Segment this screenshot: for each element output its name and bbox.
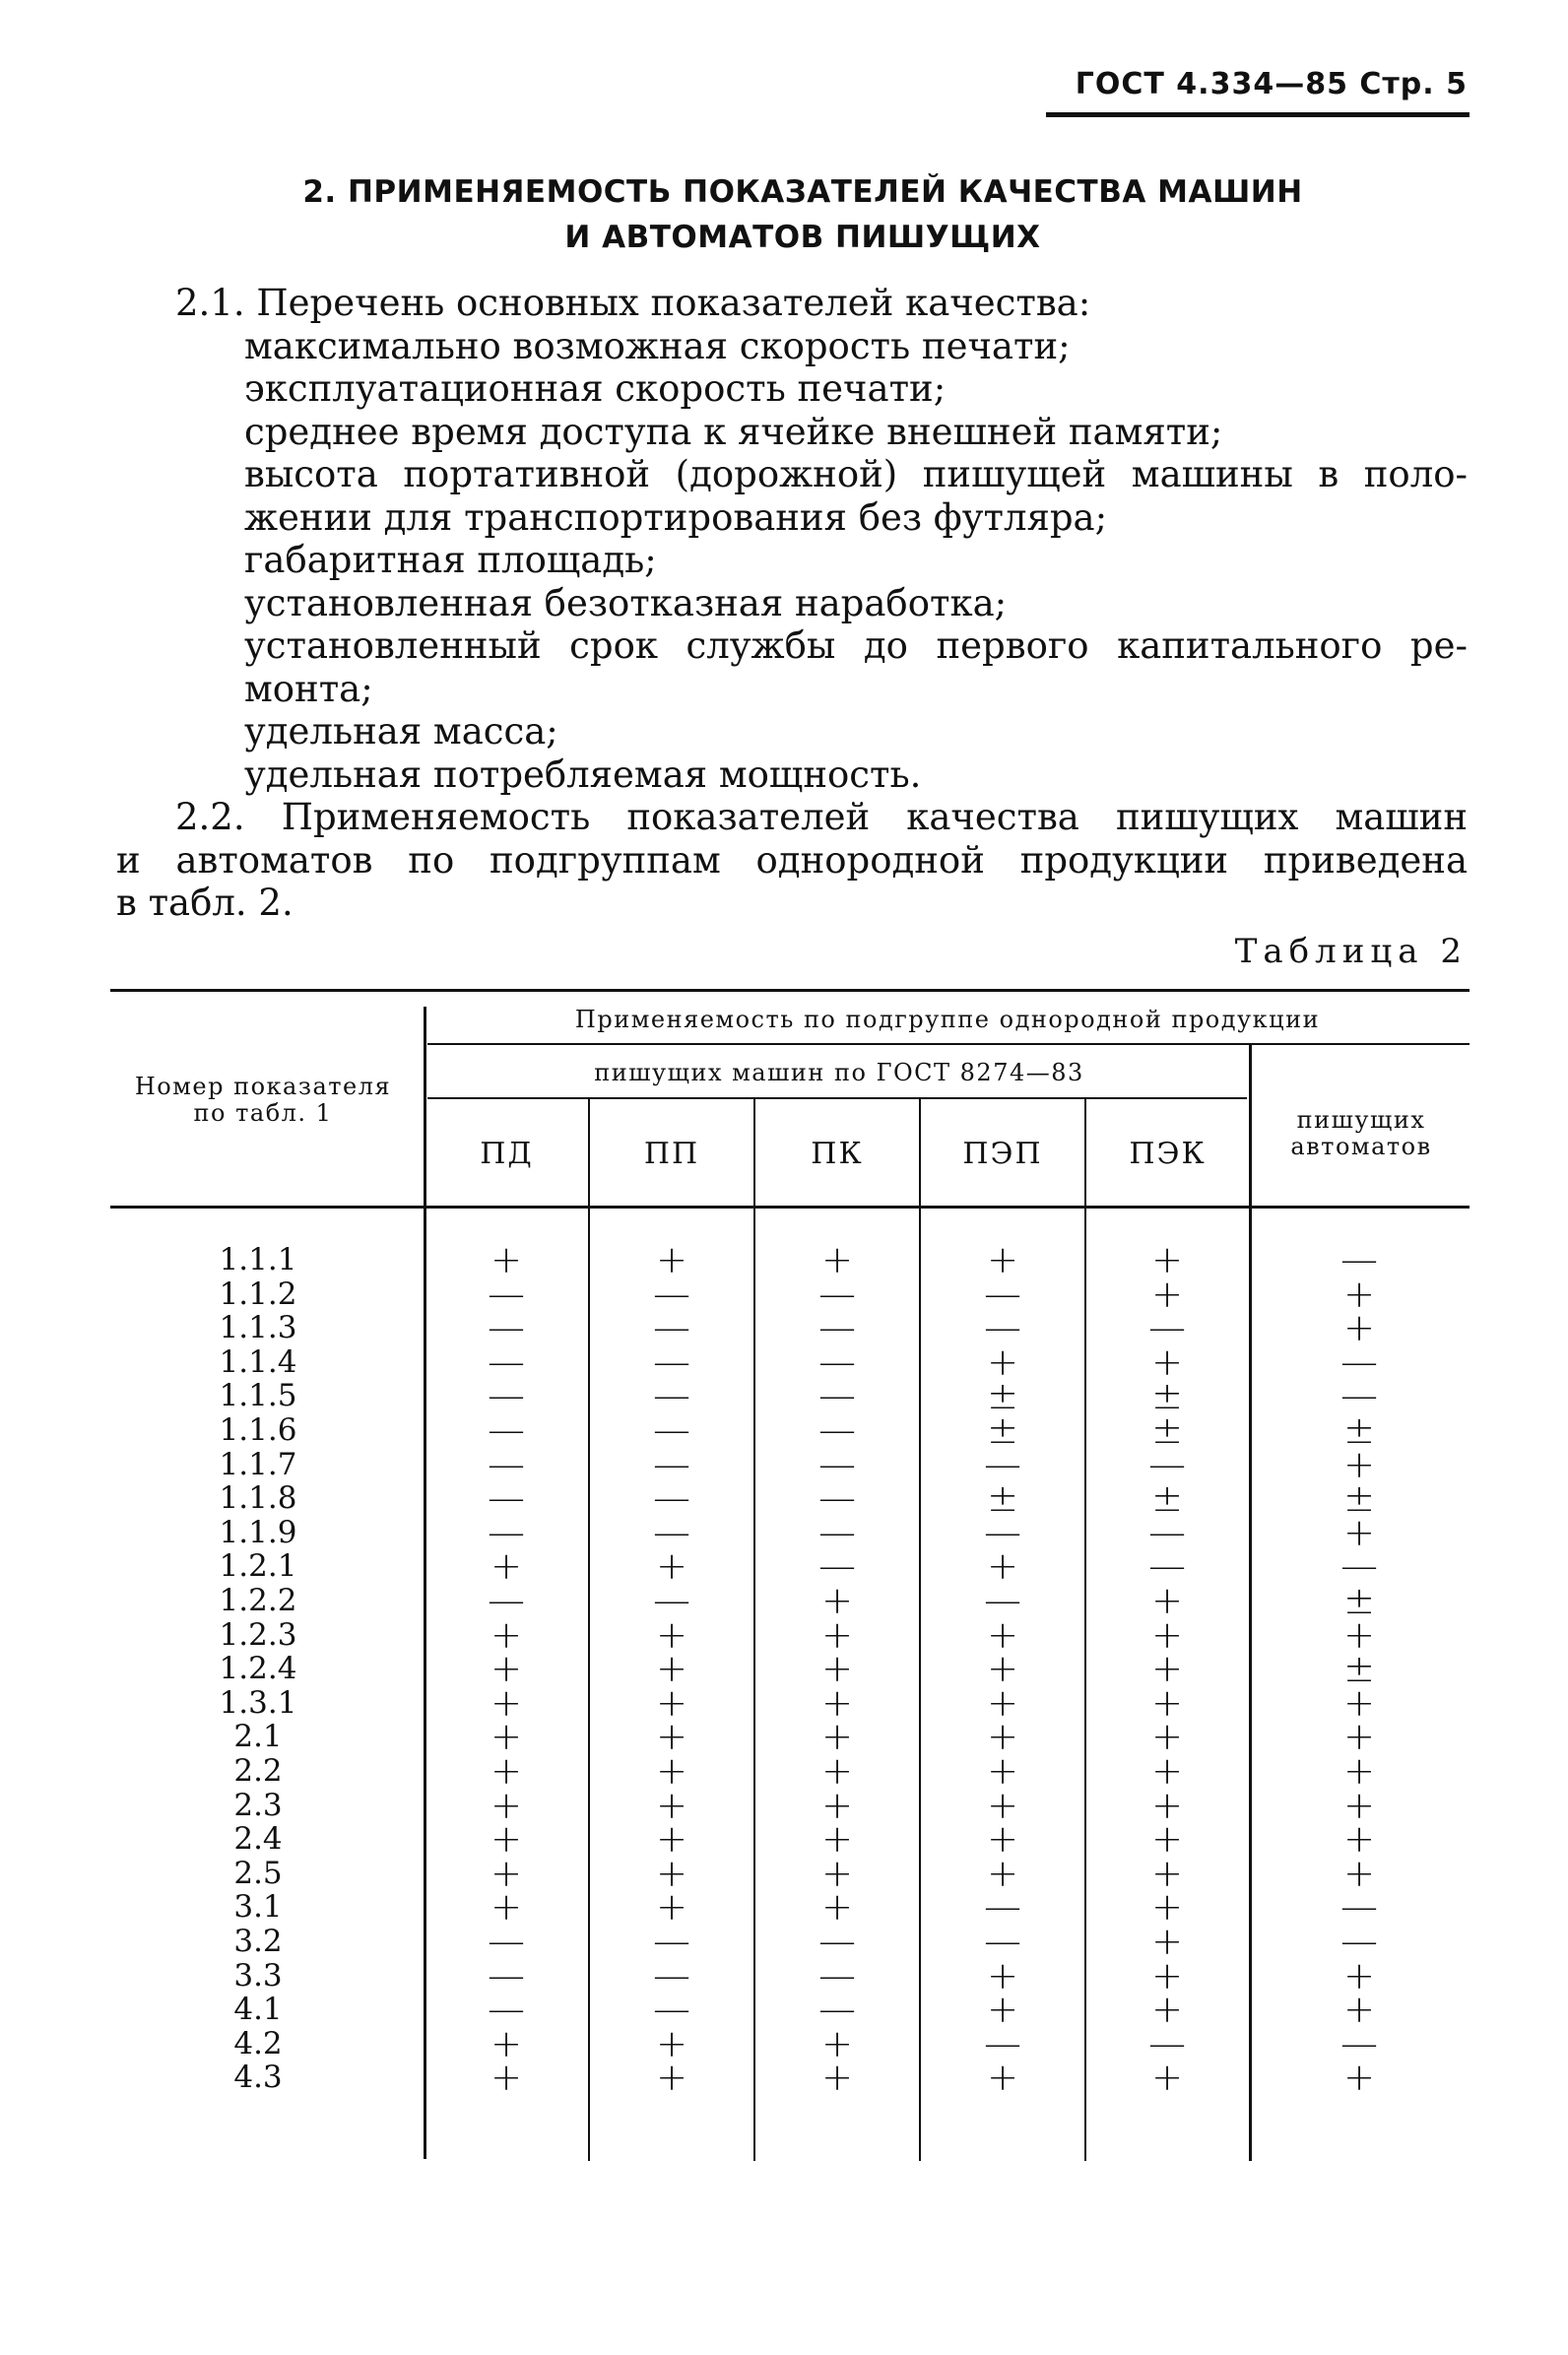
applicability-mark: —: [984, 1306, 1021, 1350]
applicability-mark: —: [984, 1510, 1021, 1554]
applicability-mark: +: [1151, 1885, 1183, 1930]
applicability-mark: +: [1343, 1306, 1375, 1350]
applicability-mark: —: [653, 1340, 690, 1384]
applicability-mark: +: [490, 1885, 522, 1930]
header-applicability: Применяемость по подгруппе однородной продукции: [574, 1006, 1321, 1033]
applicability-mark: +: [1151, 1817, 1183, 1862]
body-text: [116, 282, 1468, 925]
table-row: [110, 2021, 1470, 2065]
row-number: 3.1: [233, 1889, 283, 1926]
applicability-mark: —: [818, 1544, 856, 1589]
row-number: 1.2.2: [219, 1583, 297, 1618]
list-item: эксплуатационная скорость печати;: [244, 367, 947, 410]
table-row: [110, 1374, 1470, 1418]
applicability-mark: +: [1151, 1783, 1183, 1827]
running-head: ГОСТ 4.334—85 Стр. 5: [1075, 67, 1468, 101]
list-item: установленный срок службы до первого капитального ре-: [244, 624, 1468, 667]
section-title: [236, 169, 1369, 260]
table-row: [110, 1749, 1470, 1793]
table-row: [110, 1885, 1470, 1930]
applicability-mark: ±: [987, 1408, 1018, 1452]
applicability-mark: +: [1151, 1749, 1183, 1793]
applicability-mark: +: [1343, 1817, 1375, 1862]
row-number: 1.1.5: [219, 1378, 297, 1414]
applicability-mark: +: [1343, 1988, 1375, 2032]
para-2-2-line-3: в табл. 2.: [116, 882, 294, 924]
subgroup-pk: ПК: [811, 1137, 864, 1171]
applicability-mark: +: [490, 1783, 522, 1827]
list-item: максимально возможная скорость печати;: [244, 324, 1071, 367]
table-top-rule: [110, 989, 1470, 992]
applicability-mark: +: [987, 1953, 1018, 1997]
applicability-mark: +: [1343, 1749, 1375, 1793]
para-2-2-line-1: 2.2. Применяемость показателей качества пишущих машин: [175, 796, 1468, 838]
applicability-mark: —: [488, 1306, 525, 1350]
applicability-mark: —: [984, 1442, 1021, 1486]
applicability-mark: +: [1343, 1612, 1375, 1657]
applicability-mark: —: [1148, 1510, 1186, 1554]
list-item: габаритная площадь;: [244, 539, 657, 581]
applicability-mark: +: [987, 1851, 1018, 1895]
applicability-mark: —: [818, 1510, 856, 1554]
applicability-mark: +: [987, 1680, 1018, 1725]
applicability-mark: —: [653, 1374, 690, 1418]
applicability-mark: +: [490, 1715, 522, 1759]
applicability-mark: +: [1151, 1238, 1183, 1281]
table-row: [110, 1612, 1470, 1657]
table-row: [110, 1988, 1470, 2032]
applicability-mark: —: [1148, 1544, 1186, 1589]
applicability-mark: +: [821, 1885, 853, 1930]
applicability-mark: —: [1340, 1238, 1378, 1281]
applicability-mark: +: [987, 1988, 1018, 2032]
applicability-mark: —: [488, 1272, 525, 1316]
table-row: [110, 1851, 1470, 1895]
row-number: 1.1.3: [219, 1310, 297, 1346]
applicability-mark: +: [656, 1647, 687, 1691]
applicability-mark: +: [490, 1238, 522, 1281]
row-number: 4.3: [233, 2060, 283, 2096]
applicability-mark: +: [1151, 1647, 1183, 1691]
row-number: 1.1.1: [219, 1242, 297, 1277]
applicability-mark: +: [656, 1749, 687, 1793]
applicability-mark: —: [818, 1442, 856, 1486]
table-row: [110, 1340, 1470, 1384]
table-row: [110, 1306, 1470, 1350]
row-number: 1.2.1: [219, 1548, 297, 1585]
applicability-mark: +: [821, 1851, 853, 1895]
applicability-mark: —: [653, 1272, 690, 1316]
applicability-mark: +: [1151, 1579, 1183, 1622]
applicability-mark: —: [1340, 1340, 1378, 1384]
row-number: 1.1.8: [219, 1480, 297, 1517]
applicability-mark: +: [490, 1851, 522, 1895]
applicability-mark: —: [488, 1408, 525, 1452]
applicability-mark: +: [1343, 1442, 1375, 1486]
header-automats: пишущих автоматов: [1290, 1106, 1432, 1160]
applicability-mark: —: [488, 1476, 525, 1521]
section-title-line-1: 2. ПРИМЕНЯЕМОСТЬ ПОКАЗАТЕЛЕЙ КАЧЕСТВА МАШИН: [302, 174, 1303, 210]
applicability-mark: +: [987, 1783, 1018, 1827]
applicability-mark: +: [656, 1612, 687, 1657]
row-number: 1.1.2: [219, 1276, 297, 1312]
row-number: 1.1.7: [219, 1446, 297, 1482]
applicability-mark: —: [984, 2021, 1021, 2065]
applicability-mark: —: [818, 1953, 856, 1997]
list-item: среднее время доступа к ячейке внешней памяти;: [244, 410, 1223, 453]
applicability-table: [110, 989, 1470, 2161]
applicability-mark: +: [1151, 1715, 1183, 1759]
header-machines: пишущих машин по ГОСТ 8274—83: [594, 1059, 1084, 1086]
row-number: 2.2: [233, 1753, 283, 1789]
applicability-mark: ±: [1151, 1476, 1183, 1521]
header-bottom-rule: [110, 1206, 1470, 1209]
applicability-mark: +: [821, 1579, 853, 1622]
applicability-mark: +: [821, 1817, 853, 1862]
applicability-mark: +: [656, 1680, 687, 1725]
applicability-mark: +: [1151, 1988, 1183, 2032]
applicability-mark: +: [1343, 1715, 1375, 1759]
header-number-col: Номер показателя по табл. 1: [134, 1073, 392, 1127]
applicability-mark: +: [490, 1749, 522, 1793]
row-number: 4.1: [233, 1992, 283, 2028]
applicability-mark: +: [821, 1783, 853, 1827]
applicability-mark: —: [653, 1306, 690, 1350]
list-item: высота портативной (дорожной) пишущей машины в поло-: [244, 453, 1468, 495]
row-number: 1.2.4: [219, 1651, 297, 1687]
table-row: [110, 1953, 1470, 1997]
table-row: [110, 1442, 1470, 1486]
applicability-mark: —: [1340, 1374, 1378, 1418]
applicability-mark: +: [821, 1715, 853, 1759]
header-rule-applicability: [427, 1043, 1470, 1045]
applicability-mark: —: [1340, 1885, 1378, 1930]
running-head-rule: [1046, 112, 1470, 117]
applicability-mark: +: [821, 1238, 853, 1281]
applicability-mark: —: [1148, 1306, 1186, 1350]
applicability-mark: +: [490, 1647, 522, 1691]
subgroup-pd: ПД: [480, 1137, 534, 1171]
applicability-mark: —: [818, 1272, 856, 1316]
applicability-mark: —: [984, 1272, 1021, 1316]
table-row: [110, 1272, 1470, 1316]
applicability-mark: —: [818, 1340, 856, 1384]
row-number: 4.2: [233, 2025, 283, 2061]
applicability-mark: +: [1343, 2056, 1375, 2100]
applicability-mark: ±: [1343, 1408, 1375, 1452]
applicability-mark: +: [490, 2056, 522, 2100]
applicability-mark: +: [987, 1612, 1018, 1657]
table-row: [110, 1647, 1470, 1691]
applicability-mark: ±: [987, 1374, 1018, 1418]
applicability-mark: —: [818, 1306, 856, 1350]
para-2-2-line-2: и автоматов по подгруппам однородной продукции приведена: [116, 838, 1468, 882]
applicability-mark: +: [1151, 2056, 1183, 2100]
table-row: [110, 2056, 1470, 2100]
header-rule-machines: [427, 1097, 1247, 1099]
list-item: монта;: [244, 667, 373, 710]
applicability-mark: +: [656, 1544, 687, 1589]
applicability-mark: +: [1151, 1340, 1183, 1384]
subgroup-pp: ПП: [643, 1137, 700, 1171]
list-item: установленная безотказная наработка;: [244, 581, 1008, 624]
applicability-mark: ±: [1151, 1408, 1183, 1452]
list-item: жении для транспортирования без футляра;: [244, 495, 1108, 539]
table-row: [110, 1238, 1470, 1281]
applicability-mark: +: [1343, 1953, 1375, 1997]
applicability-mark: +: [987, 1340, 1018, 1384]
applicability-mark: +: [987, 1749, 1018, 1793]
table-row: [110, 1544, 1470, 1589]
applicability-mark: +: [656, 2056, 687, 2100]
row-number: 2.3: [233, 1787, 283, 1823]
applicability-mark: —: [1340, 2021, 1378, 2065]
table-row: [110, 1476, 1470, 1521]
applicability-mark: —: [818, 1920, 856, 1963]
applicability-mark: +: [987, 1544, 1018, 1589]
applicability-mark: +: [1343, 1783, 1375, 1827]
applicability-mark: —: [488, 1340, 525, 1384]
row-number: 1.2.3: [219, 1616, 297, 1653]
applicability-mark: +: [656, 1715, 687, 1759]
applicability-mark: +: [656, 1885, 687, 1930]
applicability-mark: —: [653, 1408, 690, 1452]
applicability-mark: +: [1151, 1920, 1183, 1963]
applicability-mark: +: [987, 1715, 1018, 1759]
table-caption: Таблица 2: [1234, 932, 1468, 971]
applicability-mark: —: [818, 1476, 856, 1521]
para-2-1-lead: 2.1. Перечень основных показателей качества:: [175, 282, 1091, 324]
table-row: [110, 1680, 1470, 1725]
applicability-mark: +: [821, 1612, 853, 1657]
applicability-mark: —: [1148, 1442, 1186, 1486]
applicability-mark: +: [821, 2056, 853, 2100]
applicability-mark: —: [818, 1988, 856, 2032]
applicability-mark: +: [987, 1238, 1018, 1281]
applicability-mark: +: [656, 1238, 687, 1281]
applicability-mark: +: [821, 1749, 853, 1793]
applicability-mark: —: [488, 1442, 525, 1486]
applicability-mark: +: [490, 1544, 522, 1589]
applicability-mark: +: [1343, 1680, 1375, 1725]
row-number: 1.1.9: [219, 1514, 297, 1550]
applicability-mark: —: [984, 1579, 1021, 1622]
applicability-mark: —: [488, 1579, 525, 1622]
applicability-mark: —: [653, 1476, 690, 1521]
applicability-mark: —: [1148, 2021, 1186, 2065]
applicability-mark: +: [1343, 1851, 1375, 1895]
applicability-mark: +: [490, 1817, 522, 1862]
applicability-mark: +: [1151, 1851, 1183, 1895]
applicability-mark: —: [488, 1988, 525, 2032]
applicability-mark: +: [821, 1680, 853, 1725]
applicability-mark: +: [656, 2021, 687, 2065]
applicability-mark: —: [488, 1920, 525, 1963]
row-number: 1.1.6: [219, 1412, 297, 1448]
applicability-mark: ±: [1343, 1579, 1375, 1622]
applicability-mark: —: [488, 1510, 525, 1554]
applicability-mark: +: [1343, 1272, 1375, 1316]
applicability-mark: +: [1343, 1510, 1375, 1554]
applicability-mark: ±: [1151, 1374, 1183, 1418]
applicability-mark: +: [1151, 1272, 1183, 1316]
table-row: [110, 1408, 1470, 1452]
row-number: 2.4: [233, 1821, 283, 1858]
applicability-mark: —: [488, 1953, 525, 1997]
table-row: [110, 1510, 1470, 1554]
applicability-mark: +: [821, 2021, 853, 2065]
applicability-mark: —: [818, 1374, 856, 1418]
row-number: 1.3.1: [219, 1684, 297, 1721]
applicability-mark: —: [653, 1953, 690, 1997]
applicability-mark: —: [488, 1374, 525, 1418]
applicability-mark: +: [987, 1647, 1018, 1691]
row-number: 3.3: [233, 1957, 283, 1994]
row-number: 3.2: [233, 1924, 283, 1959]
applicability-mark: +: [1151, 1612, 1183, 1657]
applicability-mark: —: [984, 1920, 1021, 1963]
applicability-mark: +: [1151, 1953, 1183, 1997]
applicability-mark: +: [656, 1817, 687, 1862]
applicability-mark: +: [987, 2056, 1018, 2100]
applicability-mark: —: [653, 1988, 690, 2032]
applicability-mark: +: [987, 1817, 1018, 1862]
applicability-mark: +: [490, 1680, 522, 1725]
applicability-mark: —: [1340, 1920, 1378, 1963]
applicability-mark: +: [656, 1783, 687, 1827]
applicability-mark: —: [653, 1920, 690, 1963]
applicability-mark: —: [653, 1510, 690, 1554]
applicability-mark: +: [821, 1647, 853, 1691]
applicability-mark: ±: [1343, 1647, 1375, 1691]
subgroup-pek: ПЭК: [1129, 1137, 1207, 1171]
row-number: 1.1.4: [219, 1343, 297, 1380]
applicability-mark: —: [653, 1442, 690, 1486]
applicability-mark: +: [656, 1851, 687, 1895]
applicability-mark: +: [490, 1612, 522, 1657]
applicability-mark: —: [653, 1579, 690, 1622]
applicability-mark: ±: [987, 1476, 1018, 1521]
row-number: 2.5: [233, 1855, 283, 1891]
table-row: [110, 1817, 1470, 1862]
table-row: [110, 1715, 1470, 1759]
applicability-mark: —: [818, 1408, 856, 1452]
applicability-mark: ±: [1343, 1476, 1375, 1521]
subgroup-pep: ПЭП: [962, 1137, 1043, 1171]
table-row: [110, 1579, 1470, 1622]
list-item: удельная масса;: [244, 710, 558, 752]
applicability-mark: —: [984, 1885, 1021, 1930]
table-row: [110, 1783, 1470, 1827]
applicability-mark: —: [1340, 1544, 1378, 1589]
row-number: 2.1: [233, 1719, 283, 1755]
table-row: [110, 1920, 1470, 1963]
applicability-mark: +: [490, 2021, 522, 2065]
section-title-line-2: И АВТОМАТОВ ПИШУЩИХ: [564, 220, 1041, 255]
applicability-mark: +: [1151, 1680, 1183, 1725]
list-item: удельная потребляемая мощность.: [244, 752, 922, 796]
